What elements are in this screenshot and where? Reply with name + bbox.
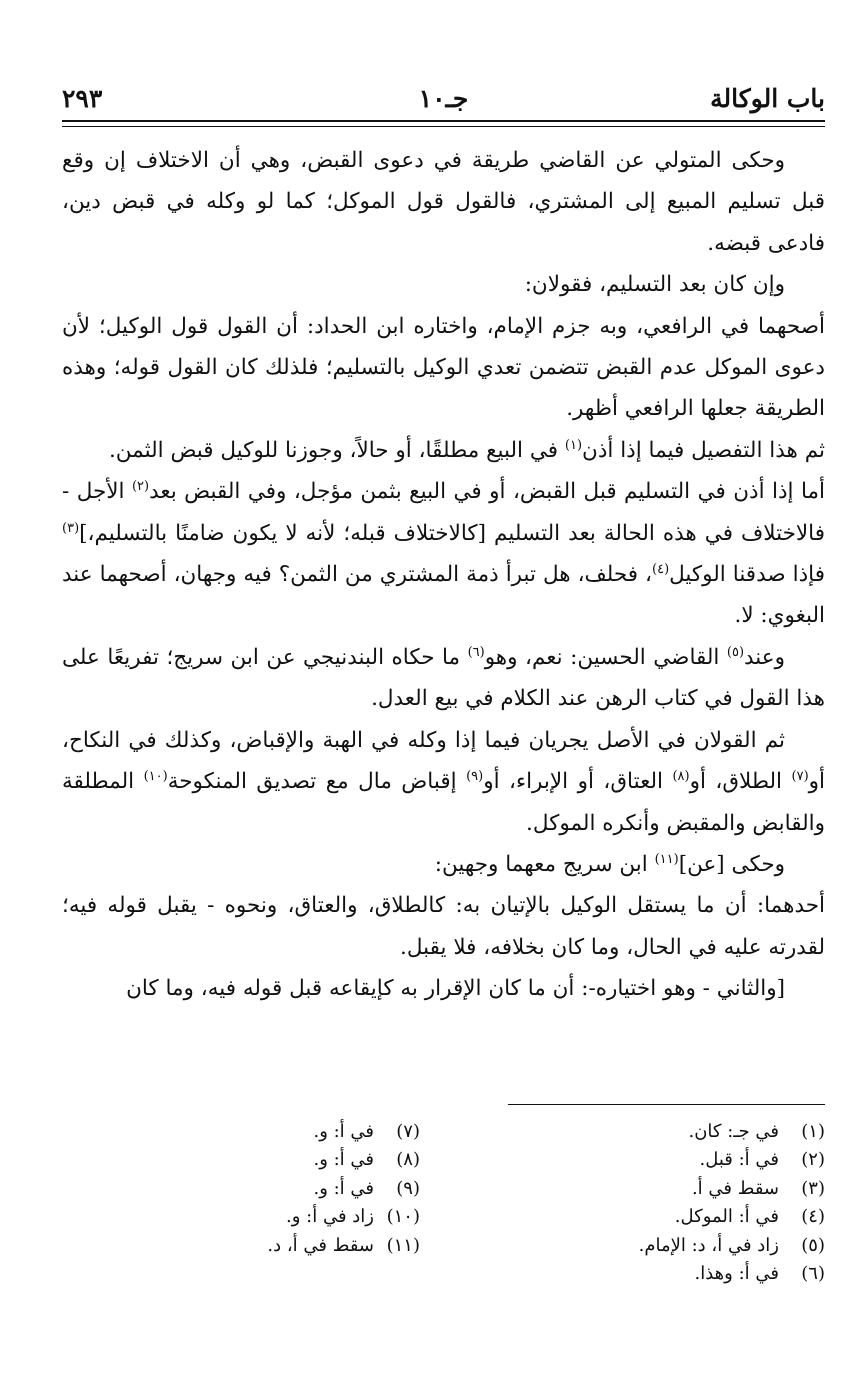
text-run: وحكى [عن] bbox=[678, 851, 785, 877]
text-run: الطلاق، أو bbox=[689, 769, 792, 795]
footnote-number: (١١) bbox=[386, 1234, 420, 1256]
footnote-number: (٢) bbox=[801, 1149, 825, 1171]
footnote-text: في أ: و. bbox=[313, 1121, 374, 1142]
footnote-item bbox=[495, 1118, 825, 1146]
volume-label: جـ١٠ bbox=[418, 84, 469, 113]
text-run: ابن سريج معهما وجهين: bbox=[434, 851, 655, 877]
text-run: وعند bbox=[744, 644, 785, 670]
text-run: ثم القولان في الأصل يجريان فيما إذا وكله في الهبة والإقباض، وكذلك في النكاح، أو bbox=[62, 727, 825, 795]
footnote-item bbox=[90, 1203, 420, 1231]
footnote-text: في جـ: كان. bbox=[688, 1121, 779, 1142]
main-text bbox=[62, 140, 825, 1010]
footnote-marker: (١) bbox=[564, 437, 583, 453]
paragraph bbox=[62, 140, 825, 264]
text-run: ثم هذا التفصيل فيما إذا أذن bbox=[582, 437, 825, 463]
footnote-number: (٤) bbox=[801, 1206, 825, 1228]
footnote-number: (٧) bbox=[396, 1121, 420, 1142]
footnote-text: زاد في أ، د: الإمام. bbox=[638, 1234, 779, 1256]
footnote-text: في أ: و. bbox=[313, 1177, 374, 1199]
text-run: ، فحلف، هل تبرأ ذمة المشتري من الثمن؟ فيه وجهان، أصحهما عند البغوي: لا. bbox=[62, 562, 825, 629]
footnote-item bbox=[495, 1203, 825, 1231]
footnotes-right-column bbox=[495, 1118, 825, 1288]
footnote-separator bbox=[508, 1104, 825, 1105]
footnote-number: (١٠) bbox=[386, 1206, 420, 1228]
text-run: فإذا صدقنا الوكيل bbox=[669, 562, 825, 588]
footnote-marker: (٥) bbox=[726, 644, 745, 660]
header-rule-thick bbox=[62, 120, 825, 122]
paragraph bbox=[62, 430, 825, 471]
footnote-item bbox=[90, 1232, 420, 1260]
chapter-title: باب الوكالة bbox=[710, 84, 825, 113]
footnote-text: في أ: قبل. bbox=[699, 1149, 779, 1171]
footnote-text: في أ: الموكل. bbox=[674, 1206, 779, 1228]
page-header bbox=[62, 82, 825, 116]
page-number: ٢٩٣ bbox=[62, 84, 103, 113]
footnote-number: (٨) bbox=[396, 1149, 420, 1171]
footnote-item bbox=[495, 1260, 825, 1288]
paragraph bbox=[62, 637, 825, 720]
footnote-marker: (٨) bbox=[672, 768, 690, 784]
paragraph bbox=[62, 306, 825, 430]
footnote-marker: (٢) bbox=[131, 479, 150, 495]
paragraph bbox=[62, 720, 825, 844]
text-run: أحدهما: أن ما يستقل الوكيل بالإتيان به: كالطلاق، والعتاق، ونحوه - يقبل قوله فيه؛ لقدرته عليه في الحال، وما كان بخلافه، فلا يقبل. bbox=[62, 893, 825, 960]
footnote-item bbox=[495, 1175, 825, 1203]
footnote-marker: (٧) bbox=[791, 768, 809, 784]
footnote-marker: (٣) bbox=[62, 520, 80, 536]
text-run: أصحهما في الرافعي، وبه جزم الإمام، واختاره ابن الحداد: أن القول قول الوكيل؛ لأن دعوى الموكل عدم القبض تتضمن تعدي الوكيل بالتسليم؛ فلذلك كان القول قوله؛ وهذه الطريقة جعلها الرافعي أظهر. bbox=[62, 313, 826, 422]
footnote-text: سقط في أ. bbox=[691, 1177, 779, 1199]
text-run: الأجل - فالاختلاف في هذه الحالة بعد التسليم [كالاختلاف قبله؛ لأنه لا يكون ضامنًا بالتسليم،] bbox=[62, 479, 825, 546]
text-run: في البيع مطلقًا، أو حالاً، وجوزنا للوكيل قبض الثمن. bbox=[108, 437, 565, 463]
text-run: ما حكاه البندنيجي عن ابن سريج؛ تفريعًا على هذا القول في كتاب الرهن عند الكلام في بيع العدل. bbox=[62, 644, 825, 712]
footnote-marker: (١٠) bbox=[143, 768, 168, 784]
footnote-marker: (٤) bbox=[652, 561, 670, 577]
paragraph bbox=[62, 264, 825, 305]
footnote-text: في أ: وهذا. bbox=[694, 1263, 779, 1285]
footnote-number: (٩) bbox=[396, 1177, 420, 1199]
footnote-text: في أ: و. bbox=[313, 1149, 374, 1171]
paragraph bbox=[62, 471, 825, 637]
footnote-item bbox=[495, 1146, 825, 1174]
footnote-marker: (٩) bbox=[466, 768, 484, 784]
footnote-marker: (١١) bbox=[654, 851, 679, 867]
footnotes-left-column bbox=[90, 1118, 420, 1288]
footnote-text: زاد في أ: و. bbox=[286, 1206, 374, 1228]
paragraph bbox=[62, 844, 825, 885]
footnote-number: (٣) bbox=[801, 1177, 825, 1199]
paragraph bbox=[62, 885, 825, 968]
text-run: [والثاني - وهو اختياره-: أن ما كان الإقرار به كإيقاعه قبل قوله فيه، وما كان bbox=[126, 976, 785, 1002]
text-run: وإن كان بعد التسليم، فقولان: bbox=[524, 272, 785, 298]
text-run: القاضي الحسين: نعم، وهو bbox=[484, 644, 727, 670]
footnote-item bbox=[90, 1175, 420, 1203]
footnote-number: (٦) bbox=[801, 1263, 825, 1285]
footnote-marker: (٦) bbox=[467, 644, 485, 660]
text-run: إقباض مال مع تصديق المنكوحة bbox=[167, 769, 467, 795]
text-run: العتاق، أو الإبراء، أو bbox=[483, 769, 673, 795]
footnote-number: (١) bbox=[801, 1121, 825, 1142]
footnotes bbox=[90, 1118, 825, 1288]
text-run: المطلقة والقابض والمقبض وأنكره الموكل. bbox=[62, 769, 825, 836]
footnote-item bbox=[90, 1146, 420, 1174]
text-run: أما إذا أذن في التسليم قبل القبض، أو في البيع بثمن مؤجل، وفي القبض بعد bbox=[149, 479, 825, 505]
footnote-item bbox=[495, 1232, 825, 1260]
text-run: وحكى المتولي عن القاضي طريقة في دعوى القبض، وهي أن الاختلاف إن وقع قبل تسليم المبيع إلى المشتري، فالقول قول الموكل؛ كما لو وكله في قبض دين، فادعى قبضه. bbox=[62, 148, 825, 256]
footnote-number: (٥) bbox=[801, 1234, 825, 1256]
paragraph bbox=[62, 968, 825, 1009]
footnote-text: سقط في أ، د. bbox=[267, 1234, 374, 1256]
header-rule-thin bbox=[62, 126, 825, 127]
footnote-item bbox=[90, 1118, 420, 1146]
